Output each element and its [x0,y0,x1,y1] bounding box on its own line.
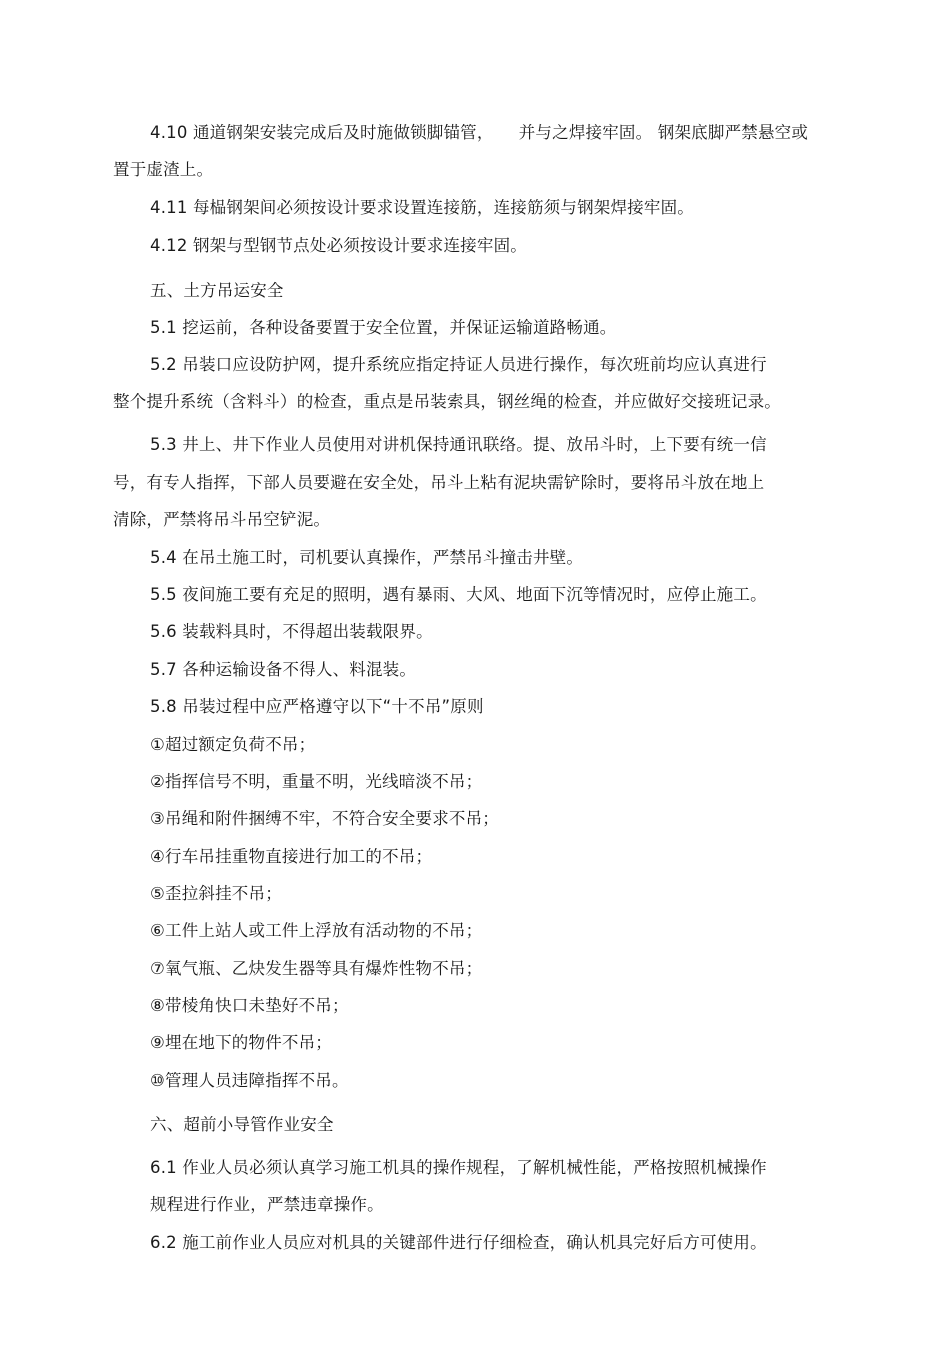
paragraph-4-11: 4.11 每榀钢架间必须按设计要求设置连接筋，连接筋须与钢架焊接牢固。 [150,198,694,217]
paragraph-5-3-line-2: 号，有专人指挥，下部人员要避在安全处，吊斗上粘有泥块需铲除时，要将吊斗放在地上 [113,473,765,492]
rule-item-5: ⑤歪拉斜挂不吊； [150,884,282,903]
paragraph-5-5: 5.5 夜间施工要有充足的照明，遇有暴雨、大风、地面下沉等情况时，应停止施工。 [150,585,767,604]
paragraph-4-10-line-1: 4.10 通道钢架安装完成后及时施做锁脚锚管， 并与之焊接牢固。 钢架底脚严禁悬空或 [150,123,809,142]
rule-item-1: ①超过额定负荷不吊； [150,735,316,754]
paragraph-5-4: 5.4 在吊土施工时，司机要认真操作，严禁吊斗撞击井壁。 [150,548,584,567]
paragraph-6-1-line-2: 规程进行作业，严禁违章操作。 [150,1195,384,1214]
rule-item-4: ④行车吊挂重物直接进行加工的不吊； [150,847,433,866]
paragraph-4-10-line-2: 置于虚渣上。 [113,160,214,179]
section-heading-5: 五、土方吊运安全 [150,281,284,300]
paragraph-5-7: 5.7 各种运输设备不得人、料混装。 [150,660,417,679]
rule-item-10: ⑩管理人员违障指挥不吊。 [150,1071,349,1090]
paragraph-5-6: 5.6 装载料具时，不得超出装载限界。 [150,622,433,641]
rule-item-2: ②指挥信号不明，重量不明，光线暗淡不吊； [150,772,483,791]
paragraph-5-3-line-1: 5.3 井上、井下作业人员使用对讲机保持通讯联络。提、放吊斗时，上下要有统一信 [150,435,767,454]
paragraph-4-12: 4.12 钢架与型钢节点处必须按设计要求连接牢固。 [150,236,527,255]
rule-item-7: ⑦氧气瓶、乙炔发生器等具有爆炸性物不吊； [150,959,483,978]
paragraph-5-2-line-2: 整个提升系统（含料斗）的检查，重点是吊装索具，钢丝绳的检查，并应做好交接班记录。 [113,392,781,411]
rule-item-8: ⑧带棱角快口未垫好不吊； [150,996,349,1015]
paragraph-6-2: 6.2 施工前作业人员应对机具的关键部件进行仔细检查，确认机具完好后方可使用。 [150,1233,767,1252]
paragraph-6-1-line-1: 6.1 作业人员必须认真学习施工机具的操作规程，了解机械性能，严格按照机械操作 [150,1158,767,1177]
rule-item-3: ③吊绳和附件捆缚不牢，不符合安全要求不吊； [150,809,499,828]
rule-item-9: ⑨埋在地下的物件不吊； [150,1033,332,1052]
paragraph-5-2-line-1: 5.2 吊装口应设防护网，提升系统应指定持证人员进行操作，每次班前均应认真进行 [150,355,767,374]
paragraph-5-1: 5.1 挖运前，各种设备要置于安全位置，并保证运输道路畅通。 [150,318,617,337]
paragraph-5-3-line-3: 清除，严禁将吊斗吊空铲泥。 [113,510,331,529]
rule-item-6: ⑥工件上站人或工件上浮放有活动物的不吊； [150,921,483,940]
paragraph-5-8: 5.8 吊装过程中应严格遵守以下“十不吊”原则 [150,697,484,716]
section-heading-6: 六、超前小导管作业安全 [150,1115,334,1134]
